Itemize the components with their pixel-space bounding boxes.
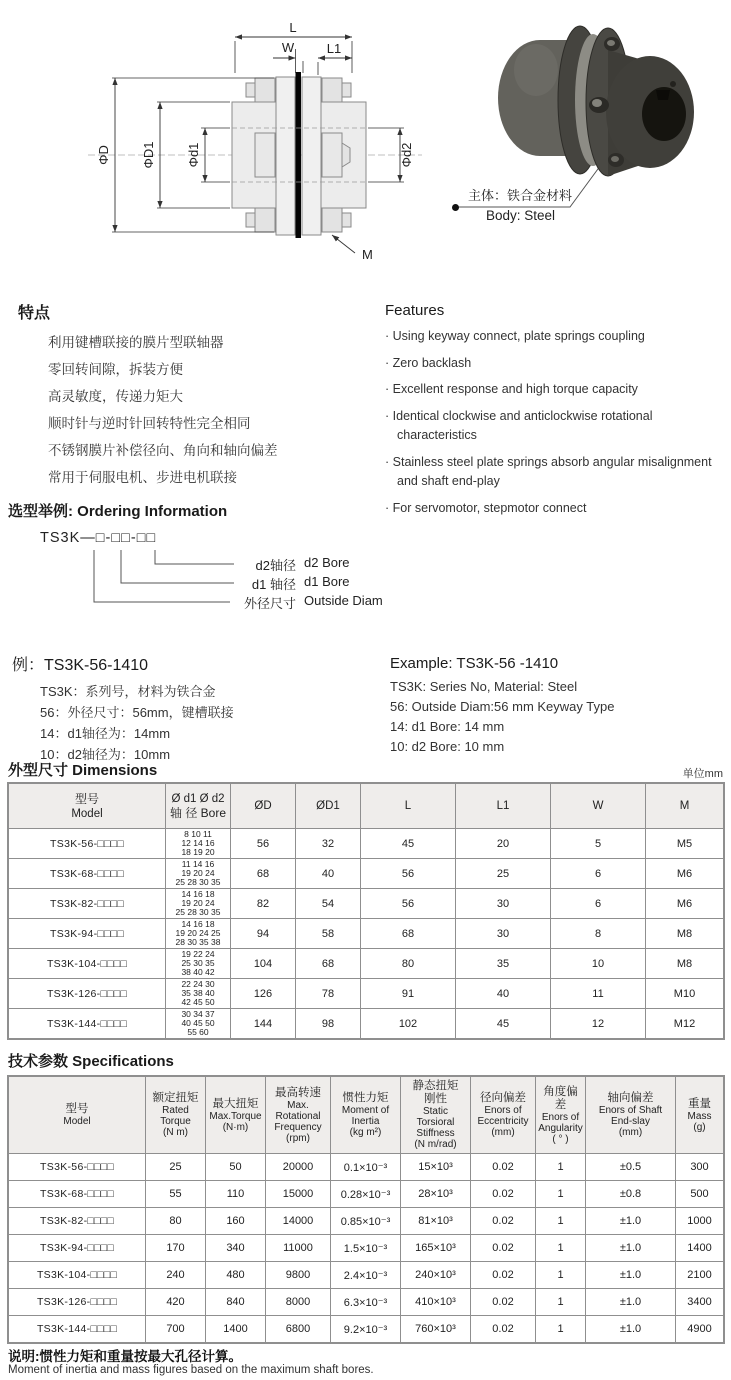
example-line-zh: 14：d1轴径为：14mm xyxy=(40,726,171,741)
specs-title: 技术参数 Specifications xyxy=(8,1053,174,1070)
value-cell: 5 xyxy=(551,829,646,859)
value-cell: 1 xyxy=(536,1235,586,1262)
column-header: L xyxy=(361,784,456,829)
value-cell: 19 22 24 25 30 35 38 40 42 xyxy=(166,949,231,979)
value-cell: 0.02 xyxy=(471,1316,536,1343)
ordering-title: 选型举例: Ordering Information xyxy=(8,503,228,520)
value-cell: 1 xyxy=(536,1262,586,1289)
value-cell: 68 xyxy=(296,949,361,979)
value-cell: M8 xyxy=(646,949,724,979)
value-cell: M10 xyxy=(646,979,724,1009)
value-cell: 410×10³ xyxy=(401,1289,471,1316)
example-zh xyxy=(12,652,372,765)
column-header: 角度偏差 Enors of Angularity ( ° ) xyxy=(536,1077,586,1154)
value-cell: ±0.5 xyxy=(586,1154,676,1181)
example-line-zh: 56：外径尺寸：56mm，键槽联接 xyxy=(40,705,234,720)
value-cell: 1000 xyxy=(676,1208,724,1235)
ordering-label-zh: 外径尺寸 xyxy=(243,596,296,611)
model-cell: TS3K-94-□□□□ xyxy=(9,919,166,949)
value-cell: 102 xyxy=(361,1009,456,1039)
value-cell: 1 xyxy=(536,1154,586,1181)
technical-drawing xyxy=(70,15,440,270)
value-cell: M6 xyxy=(646,859,724,889)
value-cell: 40 xyxy=(296,859,361,889)
value-cell: ±1.0 xyxy=(586,1208,676,1235)
model-cell: TS3K-56-□□□□ xyxy=(9,1154,146,1181)
column-header: 额定扭矩 Rated Torque (N m) xyxy=(146,1077,206,1154)
value-cell: 56 xyxy=(361,859,456,889)
value-cell: 0.02 xyxy=(471,1235,536,1262)
table-row xyxy=(9,859,724,889)
value-cell: 110 xyxy=(206,1181,266,1208)
value-cell: 0.28×10⁻³ xyxy=(331,1181,401,1208)
model-cell: TS3K-144-□□□□ xyxy=(9,1316,146,1343)
header-row xyxy=(9,784,724,829)
ordering-label-od xyxy=(238,593,383,612)
table-row xyxy=(9,829,724,859)
value-cell: 1 xyxy=(536,1181,586,1208)
bullet-dot xyxy=(452,204,459,211)
dim-label-M: M xyxy=(362,247,373,262)
feature-item-zh: 顺时针与逆时针回转特性完全相同 xyxy=(48,416,251,431)
features-en xyxy=(385,302,730,525)
feature-item-zh: 常用于伺服电机、步进电机联接 xyxy=(48,470,237,485)
dimensions-table xyxy=(8,783,724,1039)
specs-table xyxy=(8,1076,724,1343)
value-cell: 40 xyxy=(456,979,551,1009)
feature-item-zh: 零回转间隙，拆装方便 xyxy=(48,362,183,377)
ordering-label-d1 xyxy=(238,574,350,593)
value-cell: 240 xyxy=(146,1262,206,1289)
value-cell: 6 xyxy=(551,859,646,889)
column-header: W xyxy=(551,784,646,829)
column-header: 最大扭矩 Max.Torque (N·m) xyxy=(206,1077,266,1154)
value-cell: 420 xyxy=(146,1289,206,1316)
footnote-en: Moment of inertia and mass figures based on the maximum shaft bores. xyxy=(8,1364,374,1376)
ordering-label-d2 xyxy=(238,555,350,574)
feature-item-en: · For servomotor, stepmotor connect xyxy=(385,499,730,519)
value-cell: 6800 xyxy=(266,1316,331,1343)
value-cell: 6 xyxy=(551,889,646,919)
value-cell: 144 xyxy=(231,1009,296,1039)
table-row xyxy=(9,919,724,949)
example-en xyxy=(390,655,730,757)
value-cell: 28×10³ xyxy=(401,1181,471,1208)
value-cell: 160 xyxy=(206,1208,266,1235)
model-cell: TS3K-68-□□□□ xyxy=(9,1181,146,1208)
value-cell: 54 xyxy=(296,889,361,919)
column-header: 惯性力矩 Moment of Inertia (kg m²) xyxy=(331,1077,401,1154)
model-cell: TS3K-56-□□□□ xyxy=(9,829,166,859)
value-cell: 14 16 18 19 20 24 25 28 30 35 xyxy=(166,889,231,919)
value-cell: 840 xyxy=(206,1289,266,1316)
value-cell: 15000 xyxy=(266,1181,331,1208)
value-cell: 700 xyxy=(146,1316,206,1343)
value-cell: 82 xyxy=(231,889,296,919)
unit-label: 单位mm xyxy=(682,768,723,780)
value-cell: M5 xyxy=(646,829,724,859)
header-row xyxy=(9,1077,724,1154)
value-cell: 2.4×10⁻³ xyxy=(331,1262,401,1289)
model-cell: TS3K-144-□□□□ xyxy=(9,1009,166,1039)
value-cell: 98 xyxy=(296,1009,361,1039)
value-cell: 1 xyxy=(536,1289,586,1316)
value-cell: 340 xyxy=(206,1235,266,1262)
dim-label-L: L xyxy=(289,20,297,35)
value-cell: 1 xyxy=(536,1316,586,1343)
column-header: 最高转速 Max. Rotational Frequency (rpm) xyxy=(266,1077,331,1154)
value-cell: 8 10 11 12 14 16 18 19 20 xyxy=(166,829,231,859)
value-cell: 11 14 16 19 20 24 25 28 30 35 xyxy=(166,859,231,889)
dim-label-W: W xyxy=(281,40,295,55)
column-header: 静态扭矩 刚性 Static Torsioral Stiffness (N m/rad) xyxy=(401,1077,471,1154)
table-row xyxy=(9,1262,724,1289)
value-cell: 4900 xyxy=(676,1316,724,1343)
value-cell: 45 xyxy=(361,829,456,859)
footnote-zh: 说明:惯性力矩和重量按最大孔径计算。 xyxy=(8,1349,242,1364)
value-cell: 45 xyxy=(456,1009,551,1039)
column-header: ØD1 xyxy=(296,784,361,829)
value-cell: 300 xyxy=(676,1154,724,1181)
value-cell: 32 xyxy=(296,829,361,859)
dim-label-phiD: ΦD xyxy=(96,145,111,165)
table-row xyxy=(9,1154,724,1181)
value-cell: 240×10³ xyxy=(401,1262,471,1289)
value-cell: 760×10³ xyxy=(401,1316,471,1343)
value-cell: 1 xyxy=(536,1208,586,1235)
table-row xyxy=(9,889,724,919)
model-cell: TS3K-68-□□□□ xyxy=(9,859,166,889)
coupling-section-drawing xyxy=(70,15,440,270)
ordering-section xyxy=(8,500,438,615)
value-cell: 30 xyxy=(456,889,551,919)
value-cell: 15×10³ xyxy=(401,1154,471,1181)
feature-item-en: · Stainless steel plate springs absorb angular misalignment and shaft end-play xyxy=(385,453,730,492)
table-row xyxy=(9,1181,724,1208)
dim-label-L1: L1 xyxy=(326,41,342,56)
value-cell: 0.02 xyxy=(471,1181,536,1208)
feature-item-zh: 利用键槽联接的膜片型联轴器 xyxy=(48,335,224,350)
model-cell: TS3K-82-□□□□ xyxy=(9,1208,146,1235)
value-cell: 8 xyxy=(551,919,646,949)
column-header: M xyxy=(646,784,724,829)
value-cell: 0.85×10⁻³ xyxy=(331,1208,401,1235)
value-cell: 14 16 18 19 20 24 25 28 30 35 38 xyxy=(166,919,231,949)
example-line-en: 10: d2 Bore: 10 mm xyxy=(390,739,505,754)
column-header: Ø d1 Ø d2 轴 径 Bore xyxy=(166,784,231,829)
value-cell: 35 xyxy=(456,949,551,979)
value-cell: 500 xyxy=(676,1181,724,1208)
table-row xyxy=(9,1208,724,1235)
example-line-en: 56: Outside Diam:56 mm Keyway Type xyxy=(390,699,615,714)
value-cell: ±1.0 xyxy=(586,1316,676,1343)
column-header: 重量 Mass (g) xyxy=(676,1077,724,1154)
feature-item-en: · Using keyway connect, plate springs coupling xyxy=(385,327,730,347)
value-cell: 94 xyxy=(231,919,296,949)
example-line-en: 14: d1 Bore: 14 mm xyxy=(390,719,505,734)
product-photo-block xyxy=(440,10,730,230)
value-cell: 170 xyxy=(146,1235,206,1262)
table-row xyxy=(9,1235,724,1262)
value-cell: 58 xyxy=(296,919,361,949)
value-cell: 80 xyxy=(146,1208,206,1235)
value-cell: 1400 xyxy=(676,1235,724,1262)
photo-caption-en: Body: Steel xyxy=(486,208,556,223)
value-cell: 56 xyxy=(361,889,456,919)
value-cell: 80 xyxy=(361,949,456,979)
table-row xyxy=(9,1316,724,1343)
model-cell: TS3K-104-□□□□ xyxy=(9,949,166,979)
value-cell: 6.3×10⁻³ xyxy=(331,1289,401,1316)
feature-item-zh: 高灵敏度，传递力矩大 xyxy=(48,389,183,404)
dim-label-phiD1: ΦD1 xyxy=(141,141,156,169)
features-title-en: Features xyxy=(385,302,445,319)
value-cell: 165×10³ xyxy=(401,1235,471,1262)
value-cell: 91 xyxy=(361,979,456,1009)
value-cell: 0.02 xyxy=(471,1289,536,1316)
value-cell: M6 xyxy=(646,889,724,919)
model-cell: TS3K-126-□□□□ xyxy=(9,979,166,1009)
value-cell: 1.5×10⁻³ xyxy=(331,1235,401,1262)
value-cell: 20 xyxy=(456,829,551,859)
value-cell: 11000 xyxy=(266,1235,331,1262)
feature-item-zh: 不锈钢膜片补偿径向、角向和轴向偏差 xyxy=(48,443,278,458)
table-row xyxy=(9,1289,724,1316)
value-cell: 8000 xyxy=(266,1289,331,1316)
value-cell: 9.2×10⁻³ xyxy=(331,1316,401,1343)
feature-item-en: · Excellent response and high torque capacity xyxy=(385,380,730,400)
value-cell: 55 xyxy=(146,1181,206,1208)
value-cell: 56 xyxy=(231,829,296,859)
value-cell: 0.02 xyxy=(471,1262,536,1289)
value-cell: 68 xyxy=(231,859,296,889)
value-cell: 12 xyxy=(551,1009,646,1039)
value-cell: 104 xyxy=(231,949,296,979)
value-cell: 22 24 30 35 38 40 42 45 50 xyxy=(166,979,231,1009)
value-cell: 11 xyxy=(551,979,646,1009)
value-cell: 30 34 37 40 45 50 55 60 xyxy=(166,1009,231,1039)
value-cell: M12 xyxy=(646,1009,724,1039)
value-cell: 30 xyxy=(456,919,551,949)
value-cell: 3400 xyxy=(676,1289,724,1316)
dimensions-title: 外型尺寸 Dimensions xyxy=(8,762,158,779)
dim-label-phid1: Φd1 xyxy=(186,142,201,168)
value-cell: 9800 xyxy=(266,1262,331,1289)
column-header: L1 xyxy=(456,784,551,829)
photo-caption-zh: 主体：铁合金材料 xyxy=(468,188,573,203)
column-header: 轴向偏差 Enors of Shaft End-slay (mm) xyxy=(586,1077,676,1154)
column-header: ØD xyxy=(231,784,296,829)
value-cell: ±1.0 xyxy=(586,1289,676,1316)
model-cell: TS3K-82-□□□□ xyxy=(9,889,166,919)
model-cell: TS3K-94-□□□□ xyxy=(9,1235,146,1262)
feature-item-en: · Identical clockwise and anticlockwise rotational characteristics xyxy=(385,407,730,446)
model-cell: TS3K-104-□□□□ xyxy=(9,1262,146,1289)
features-zh xyxy=(18,300,368,491)
table-row xyxy=(9,1009,724,1039)
ordering-label-en: d2 Bore xyxy=(304,555,350,570)
example-title-zh: 例：TS3K-56-1410 xyxy=(12,657,149,674)
example-line-en: TS3K: Series No, Material: Steel xyxy=(390,679,578,694)
column-header: 径向偏差 Enors of Eccentricity (mm) xyxy=(471,1077,536,1154)
value-cell: 25 xyxy=(456,859,551,889)
value-cell: 0.1×10⁻³ xyxy=(331,1154,401,1181)
table-row xyxy=(9,979,724,1009)
value-cell: ±0.8 xyxy=(586,1181,676,1208)
value-cell: 0.02 xyxy=(471,1208,536,1235)
value-cell: 2100 xyxy=(676,1262,724,1289)
column-header: 型号 Model xyxy=(9,784,166,829)
example-line-zh: 10：d2轴径为：10mm xyxy=(40,747,171,762)
value-cell: M8 xyxy=(646,919,724,949)
ordering-label-zh: d2轴径 xyxy=(255,558,296,573)
dim-label-phid2: Φd2 xyxy=(399,142,414,168)
value-cell: 50 xyxy=(206,1154,266,1181)
ordering-label-en: Outside Diam xyxy=(304,593,383,608)
column-header: 型号 Model xyxy=(9,1077,146,1154)
value-cell: 78 xyxy=(296,979,361,1009)
table-row xyxy=(9,949,724,979)
value-cell: ±1.0 xyxy=(586,1262,676,1289)
model-cell: TS3K-126-□□□□ xyxy=(9,1289,146,1316)
value-cell: 10 xyxy=(551,949,646,979)
value-cell: 14000 xyxy=(266,1208,331,1235)
value-cell: 81×10³ xyxy=(401,1208,471,1235)
features-title-zh: 特点 xyxy=(18,305,51,322)
ordering-label-zh: d1 轴径 xyxy=(251,577,296,592)
value-cell: 480 xyxy=(206,1262,266,1289)
value-cell: 126 xyxy=(231,979,296,1009)
example-title-en: Example: TS3K-56 -1410 xyxy=(390,655,559,672)
value-cell: ±1.0 xyxy=(586,1235,676,1262)
value-cell: 0.02 xyxy=(471,1154,536,1181)
value-cell: 25 xyxy=(146,1154,206,1181)
ordering-code: TS3K—□-□□-□□ xyxy=(40,530,157,546)
value-cell: 68 xyxy=(361,919,456,949)
example-line-zh: TS3K：系列号，材料为铁合金 xyxy=(40,684,216,699)
ordering-label-en: d1 Bore xyxy=(304,574,350,589)
feature-item-en: · Zero backlash xyxy=(385,354,730,374)
value-cell: 20000 xyxy=(266,1154,331,1181)
value-cell: 1400 xyxy=(206,1316,266,1343)
